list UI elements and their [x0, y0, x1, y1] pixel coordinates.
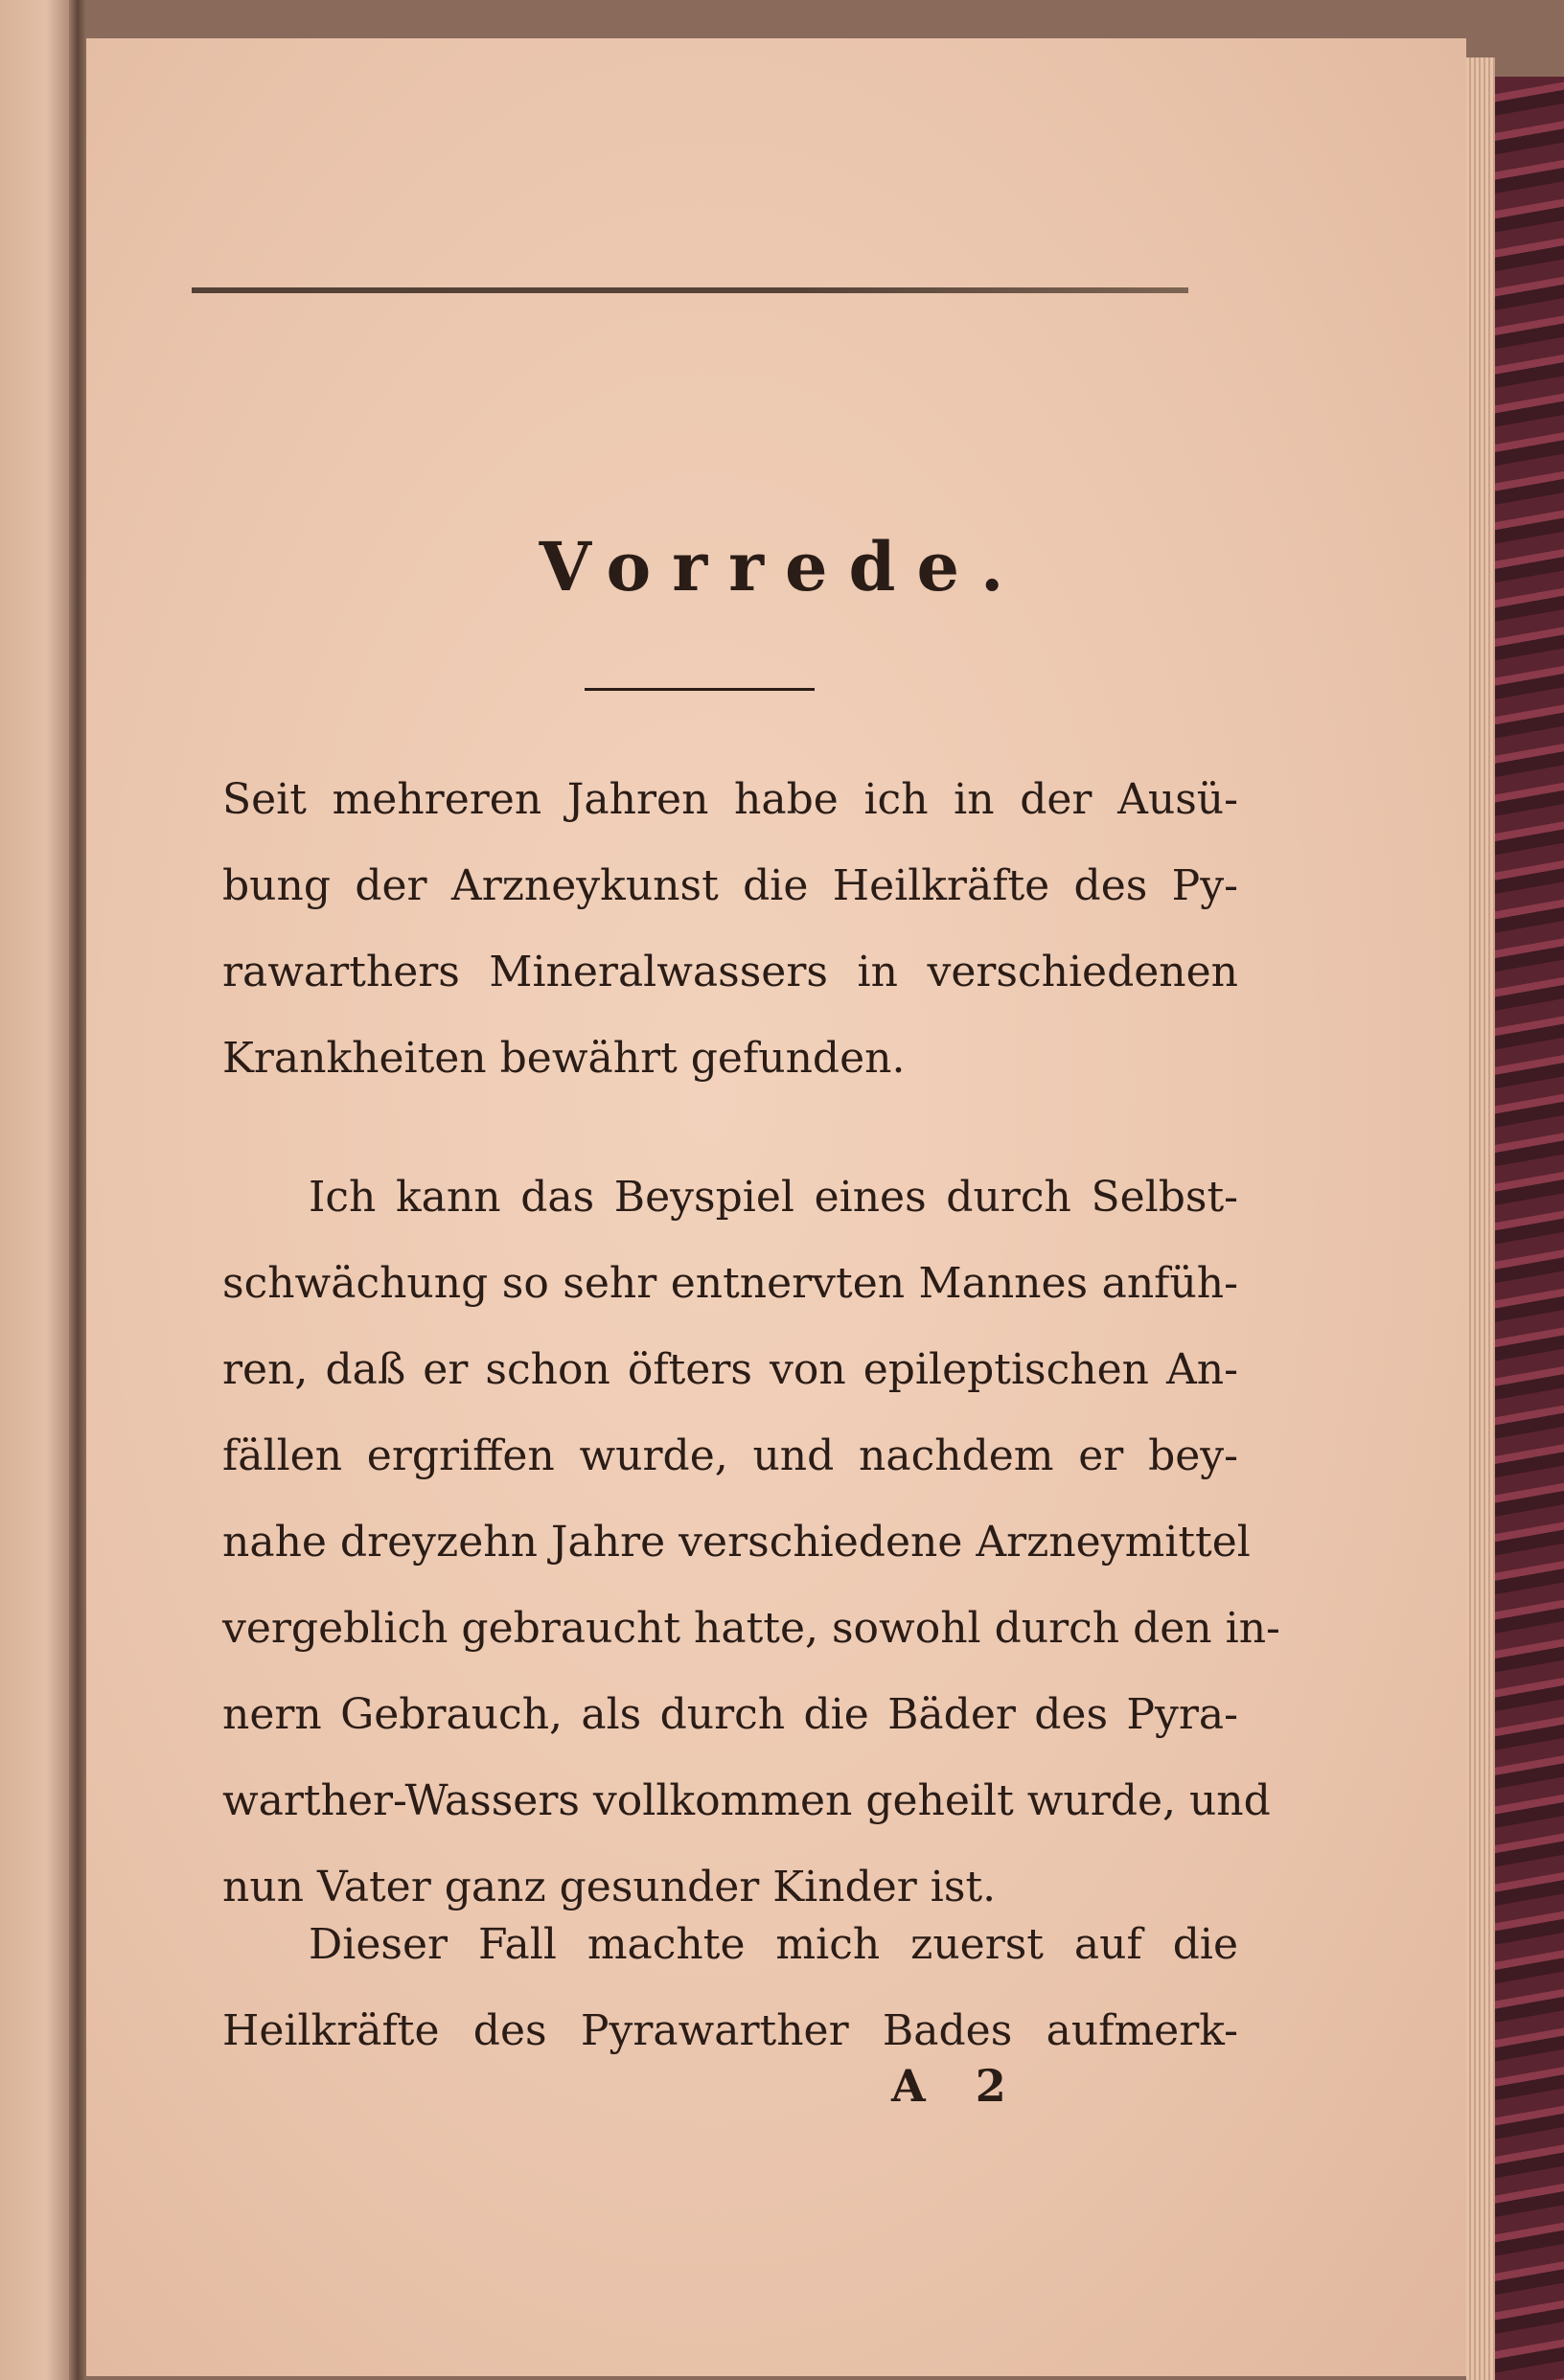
text-line: Seit mehreren Jahren habe ich in der Ausü- [222, 775, 1238, 824]
text-line: ren, daß er schon öfters von epileptischen An- [222, 1345, 1238, 1394]
text-line: bung der Arzneykunst die Heilkräfte des Py- [222, 861, 1238, 910]
page-edges [1466, 57, 1495, 2380]
text-line: fällen ergriffen wurde, und nachdem er bey- [222, 1431, 1238, 1480]
header-rule [192, 287, 1188, 293]
book-cover-edge [1495, 77, 1564, 2380]
text-line: nun Vater ganz gesunder Kinder ist. [222, 1863, 997, 1911]
text-line: nahe dreyzehn Jahre verschiedene Arzneymittel [222, 1518, 1251, 1567]
text-line: nern Gebrauch, als durch die Bäder des Pyra- [222, 1690, 1238, 1739]
text-line: warther-Wassers vollkommen geheilt wurde, und [222, 1776, 1271, 1825]
paragraph-3 [222, 1902, 1238, 2074]
title-rule [585, 688, 815, 691]
page-title: Vorrede. [539, 527, 1025, 606]
book-gutter [69, 0, 86, 2380]
text-line: schwächung so sehr entnervten Mannes anfüh- [222, 1259, 1238, 1308]
paragraph-1 [222, 757, 1238, 1102]
signature-mark: A 2 [891, 2060, 1024, 2112]
text-line: Dieser Fall machte mich zuerst auf die [309, 1920, 1238, 1969]
text-line: Krankheiten bewährt gefunden. [222, 1034, 906, 1083]
text-line: Ich kann das Beyspiel eines durch Selbst- [309, 1173, 1238, 1222]
paragraph-2 [222, 1155, 1280, 1931]
left-page [0, 0, 77, 2380]
text-line: vergeblich gebraucht hatte, sowohl durch den in- [222, 1604, 1280, 1653]
text-line: rawarthers Mineralwassers in verschiedenen [222, 948, 1238, 996]
text-line: Heilkräfte des Pyrawarther Bades aufmerk- [222, 2006, 1238, 2055]
